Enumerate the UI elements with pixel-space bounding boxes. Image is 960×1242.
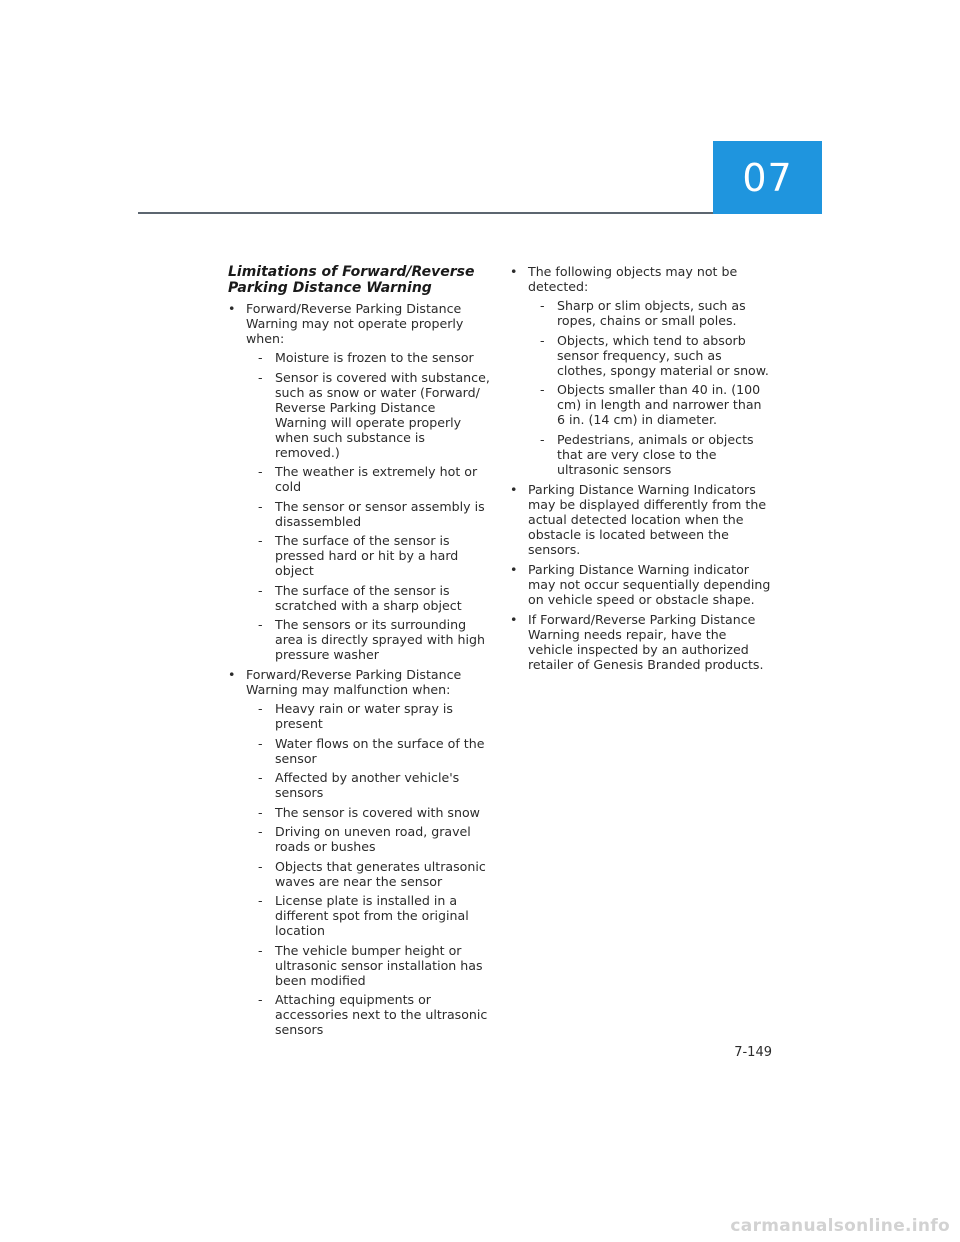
bullet-text: • The following objects may not be detected: [528, 264, 738, 294]
bullet-item [510, 264, 772, 477]
sub-list [246, 701, 490, 1037]
sub-item: - The sensors or its surrounding area is directly sprayed with high pressure washer [246, 617, 490, 662]
bullet-text: • Forward/Reverse Parking Distance Warning may not operate properly when: [246, 301, 464, 346]
bullet-item [228, 667, 490, 1037]
sub-item: - The sensor is covered with snow [246, 805, 490, 820]
sub-item: - The vehicle bumper height or ultrasonic sensor installation has been modified [246, 943, 490, 988]
sub-item: - Heavy rain or water spray is present [246, 701, 490, 731]
chapter-tab [713, 141, 822, 214]
bullet-item [510, 482, 772, 557]
section-title-line-2: Parking Distance Warning [228, 280, 432, 296]
sub-item: - The sensor or sensor assembly is disassembled [246, 499, 490, 529]
chapter-number: 07 [742, 155, 793, 200]
left-column [228, 264, 490, 1042]
header-rule [138, 212, 713, 214]
sub-list [528, 298, 772, 477]
bullet-text: • If Forward/Reverse Parking Distance Warning needs repair, have the vehicle inspected by an authorized retailer of Genesis Branded products. [528, 611, 764, 672]
sub-item: - Objects smaller than 40 in. (100 cm) in length and narrower than 6 in. (14 cm) in diameter. [528, 382, 772, 427]
sub-item: - Sharp or slim objects, such as ropes, chains or small poles. [528, 298, 772, 328]
bullet-item [510, 612, 772, 672]
bullet-text: • Parking Distance Warning indicator may not occur sequentially depending on vehicle speed or obstacle shape. [528, 561, 771, 607]
right-column [510, 264, 772, 677]
left-bullet-list [228, 301, 490, 1037]
sub-item: - Sensor is covered with substance, such as snow or water (Forward/ Reverse Parking Distance Warning will operate properly when such substance is removed.) [246, 370, 490, 460]
sub-item: - License plate is installed in a different spot from the original location [246, 893, 490, 938]
right-bullet-list [510, 264, 772, 672]
sub-item: - Water flows on the surface of the sensor [246, 736, 490, 766]
sub-item: - The weather is extremely hot or cold [246, 464, 490, 494]
section-title-line-1: Limitations of Forward/Reverse [228, 264, 475, 280]
sub-item: - The surface of the sensor is scratched with a sharp object [246, 583, 490, 613]
sub-item: - Moisture is frozen to the sensor [246, 350, 490, 365]
sub-list [246, 350, 490, 662]
sub-item: - Pedestrians, animals or objects that are very close to the ultrasonic sensors [528, 432, 772, 477]
sub-item: - The surface of the sensor is pressed hard or hit by a hard object [246, 533, 490, 578]
bullet-text: • Forward/Reverse Parking Distance Warning may malfunction when: [246, 667, 462, 697]
sub-item: - Objects that generates ultrasonic waves are near the sensor [246, 859, 490, 889]
sub-item: - Attaching equipments or accessories next to the ultrasonic sensors [246, 992, 490, 1037]
sub-item: - Objects, which tend to absorb sensor frequency, such as clothes, spongy material or snow. [528, 333, 772, 378]
watermark: carmanualsonline.info [730, 1216, 950, 1236]
bullet-text: • Parking Distance Warning Indicators may be displayed differently from the actual detected location when the obstacle is located between the sensors. [528, 481, 767, 557]
sub-item: - Affected by another vehicle's sensors [246, 770, 490, 800]
bullet-item [510, 562, 772, 607]
page-number: 7-149 [734, 1045, 772, 1060]
section-title [228, 264, 490, 296]
bullet-item [228, 301, 490, 662]
sub-item: - Driving on uneven road, gravel roads or bushes [246, 824, 490, 854]
